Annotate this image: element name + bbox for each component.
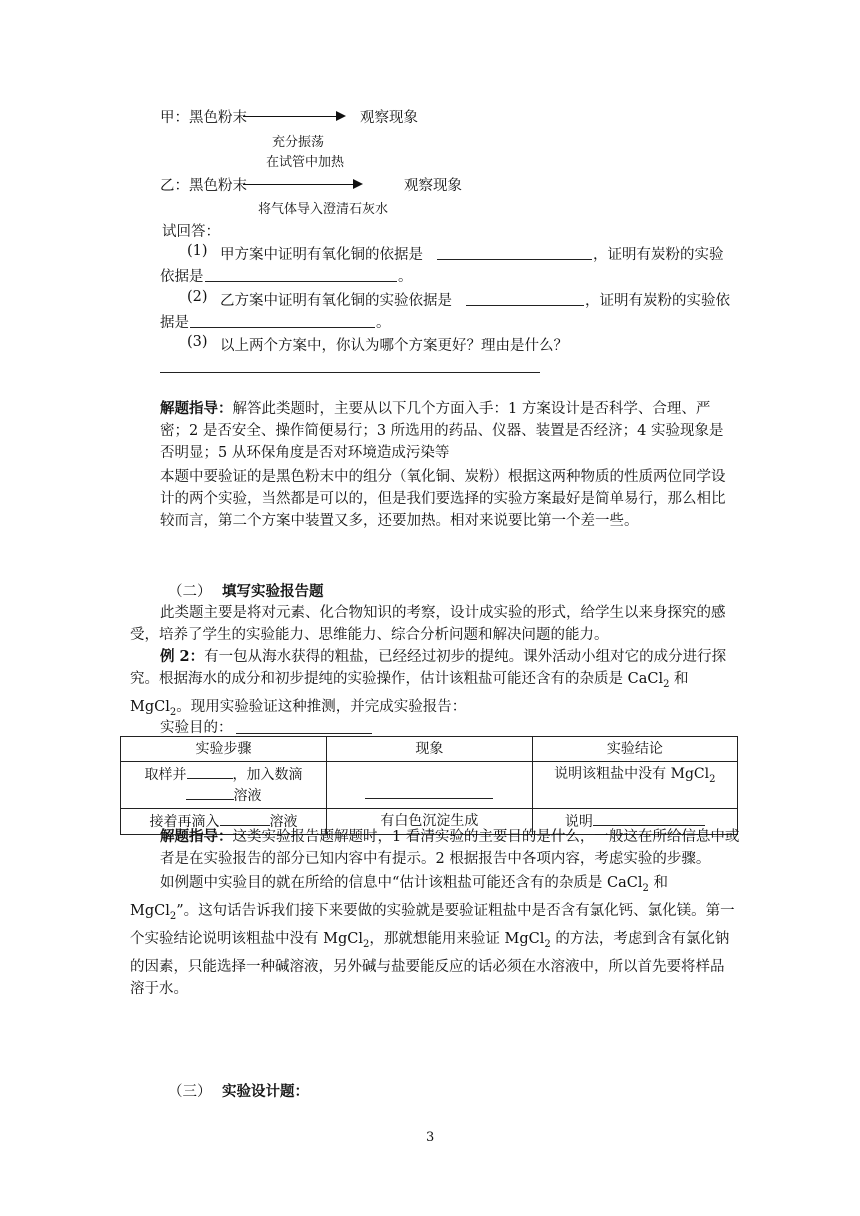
guide-2-expl-e: 的方法，考虑到含有氯化钠的因素，只能选择一种碱溶液，另外碱与盐要能反应的话必须在水溶液中，所以首先要将样品溶于水。 xyxy=(130,930,730,997)
guide-2-paragraph xyxy=(160,826,740,870)
scheme-a-arrow-line xyxy=(243,116,338,117)
example-2-cacl2-subscript: 2 xyxy=(663,678,670,690)
guide-2-sub-b: 2 xyxy=(169,910,177,922)
example-2-paragraph xyxy=(130,646,735,724)
page-number: 3 xyxy=(426,1130,435,1145)
scheme-a-label: 甲：黑色粉末 xyxy=(160,110,247,126)
scheme-b-result: 观察现象 xyxy=(404,178,462,194)
question-2-end: 。 xyxy=(376,315,391,331)
row-1-conclusion xyxy=(532,762,737,809)
question-3-number: (3) xyxy=(187,334,208,350)
guide-2-sub-d: 2 xyxy=(544,938,551,950)
row-1-blank-action[interactable] xyxy=(187,764,233,779)
question-2-blank-a[interactable] xyxy=(466,288,584,306)
report-table-header-row xyxy=(121,737,738,762)
question-2-line2: 据是 xyxy=(160,315,189,331)
header-phenomenon: 现象 xyxy=(327,737,533,762)
example-2-text-end: 。现用实验验证这种推测，并完成实验报告： xyxy=(176,698,467,715)
guide-1-label: 解题指导： xyxy=(160,400,233,417)
guide-2-expl-a: 如例题中实验目的就在所给的信息中“估计该粗盐可能还含有的杂质是 CaCl xyxy=(160,875,643,891)
example-2-and-mgcl: 和 MgCl xyxy=(130,671,689,715)
guide-2-label: 解题指导： xyxy=(160,828,233,845)
row-2-step-text-a: 接着再滴入 xyxy=(149,814,220,830)
question-1-number: (1) xyxy=(187,243,208,259)
section-2-number: （二） xyxy=(168,584,212,600)
question-1-end: 。 xyxy=(398,269,413,285)
guide-1-text: 解答此类题时，主要从以下几个方面入手：1 方案设计是否科学、合理、严密；2 是否安全、操作简便易行；3 所选用的药品、仪器、装置是否经济；4 实验现象是否明显；5 从环保角度是否对环境造成污染等 xyxy=(160,401,724,461)
question-3-text: 以上两个方案中，你认为哪个方案更好？理由是什么？ xyxy=(220,338,568,354)
guide-2-sub-a: 2 xyxy=(642,882,649,894)
question-1-blank-b[interactable] xyxy=(205,264,397,282)
row-1-phenomenon xyxy=(327,762,533,809)
row-1-step-text-b: ，加入数滴 xyxy=(232,767,303,783)
question-2-number: (2) xyxy=(187,289,208,305)
question-1-blank-a[interactable] xyxy=(437,242,592,260)
scheme-a-result: 观察现象 xyxy=(360,110,418,126)
row-1-step xyxy=(121,762,327,809)
guide-2-sub-c: 2 xyxy=(362,938,370,950)
row-1-conclusion-text: 说明该粗盐中没有 MgCl xyxy=(554,766,710,782)
question-1-mid: ，证明有炭粉的实验 xyxy=(593,247,724,263)
report-table xyxy=(120,736,738,835)
header-step: 实验步骤 xyxy=(121,737,327,762)
guide-2-expl-b: 和 MgCl xyxy=(130,875,668,919)
section-2-title: 填写实验报告题 xyxy=(222,583,324,600)
row-1-subscript: 2 xyxy=(709,773,716,785)
question-1-line2: 依据是 xyxy=(160,269,204,285)
question-3-answer-line[interactable] xyxy=(160,356,540,373)
row-2-phenomenon: 有白色沉淀生成 xyxy=(327,809,533,835)
scheme-b-note: 将气体导入澄清石灰水 xyxy=(258,202,389,217)
section-3-number: （三） xyxy=(168,1084,212,1100)
header-conclusion: 实验结论 xyxy=(532,737,737,762)
section-2-intro: 此类题主要是将对元素、化合物知识的考察，设计成实验的形式，给学生以来身探究的感受，培养了学生的实验能力、思维能力、综合分析问题和解决问题的能力。 xyxy=(130,605,726,643)
scheme-b-arrow-line xyxy=(243,184,355,185)
question-1-text: 甲方案中证明有氧化铜的依据是 xyxy=(220,247,423,263)
question-2-mid: ，证明有炭粉的实验依 xyxy=(585,293,730,309)
scheme-a-note-heat: 在试管中加热 xyxy=(266,155,345,170)
row-1-step-text-a: 取样并 xyxy=(144,767,187,783)
scheme-a-note-shake: 充分振荡 xyxy=(272,135,325,150)
section-3-title: 实验设计题： xyxy=(222,1083,309,1100)
question-2-text: 乙方案中证明有氧化铜的实验依据是 xyxy=(220,293,452,309)
row-2-blank-conclusion[interactable] xyxy=(593,811,705,826)
questions-intro: 试回答： xyxy=(162,224,220,240)
experiment-purpose-blank[interactable] xyxy=(236,716,372,734)
question-2-blank-b[interactable] xyxy=(190,310,375,328)
row-2-blank-reagent[interactable] xyxy=(220,811,270,826)
row-2-step-text-b: 溶液 xyxy=(269,814,298,830)
example-2-mgcl2-subscript: 2 xyxy=(169,706,177,718)
guide-2-text: 这类实验报告题解题时，1 看清实验的主要目的是什么，一般这在所给信息中或者是在实验报告的部分已知内容中有提示。2 根据报告中各项内容，考虑实验的步骤。 xyxy=(160,829,740,867)
scheme-b-arrow-icon xyxy=(353,179,363,189)
experiment-purpose-label: 实验目的： xyxy=(160,720,233,736)
scheme-b-label: 乙：黑色粉末 xyxy=(160,178,247,194)
example-2-text: 有一包从海水获得的粗盐，已经经过初步的提纯。课外活动小组对它的成分进行探究。根据海水的成分和初步提纯的实验操作，估计该粗盐可能还含有的杂质是 CaCl xyxy=(130,649,727,687)
guide-2-explanation xyxy=(130,872,735,1000)
row-1-blank-phenomenon[interactable] xyxy=(365,784,493,799)
guide-1-explanation: 本题中要验证的是黑色粉末中的组分（氧化铜、炭粉）根据这两种物质的性质两位同学设计的两个实验，当然都是可以的，但是我们要选择的实验方案最好是简单易行，那么相比较而言，第二个方案中装置又多，还要加热。相对来说要比第一个差一些。 xyxy=(160,469,726,529)
table-row xyxy=(121,762,738,809)
row-1-step-text-c: 溶液 xyxy=(233,788,262,804)
example-2-label: 例 2： xyxy=(160,648,205,665)
guide-2-expl-c: ”。这句话告诉我们接下来要做的实验就是要验证粗盐中是否含有氯化钙、氯化镁。第一个实验结论说明该粗盐中没有 MgCl xyxy=(130,902,735,947)
row-1-blank-reagent[interactable] xyxy=(186,785,234,800)
scheme-a-arrow-icon xyxy=(336,111,346,121)
guide-1-paragraph xyxy=(160,398,732,464)
row-2-conclusion-text: 说明 xyxy=(564,814,593,830)
guide-2-expl-d: ，那就想能用来验证 MgCl xyxy=(369,930,545,947)
